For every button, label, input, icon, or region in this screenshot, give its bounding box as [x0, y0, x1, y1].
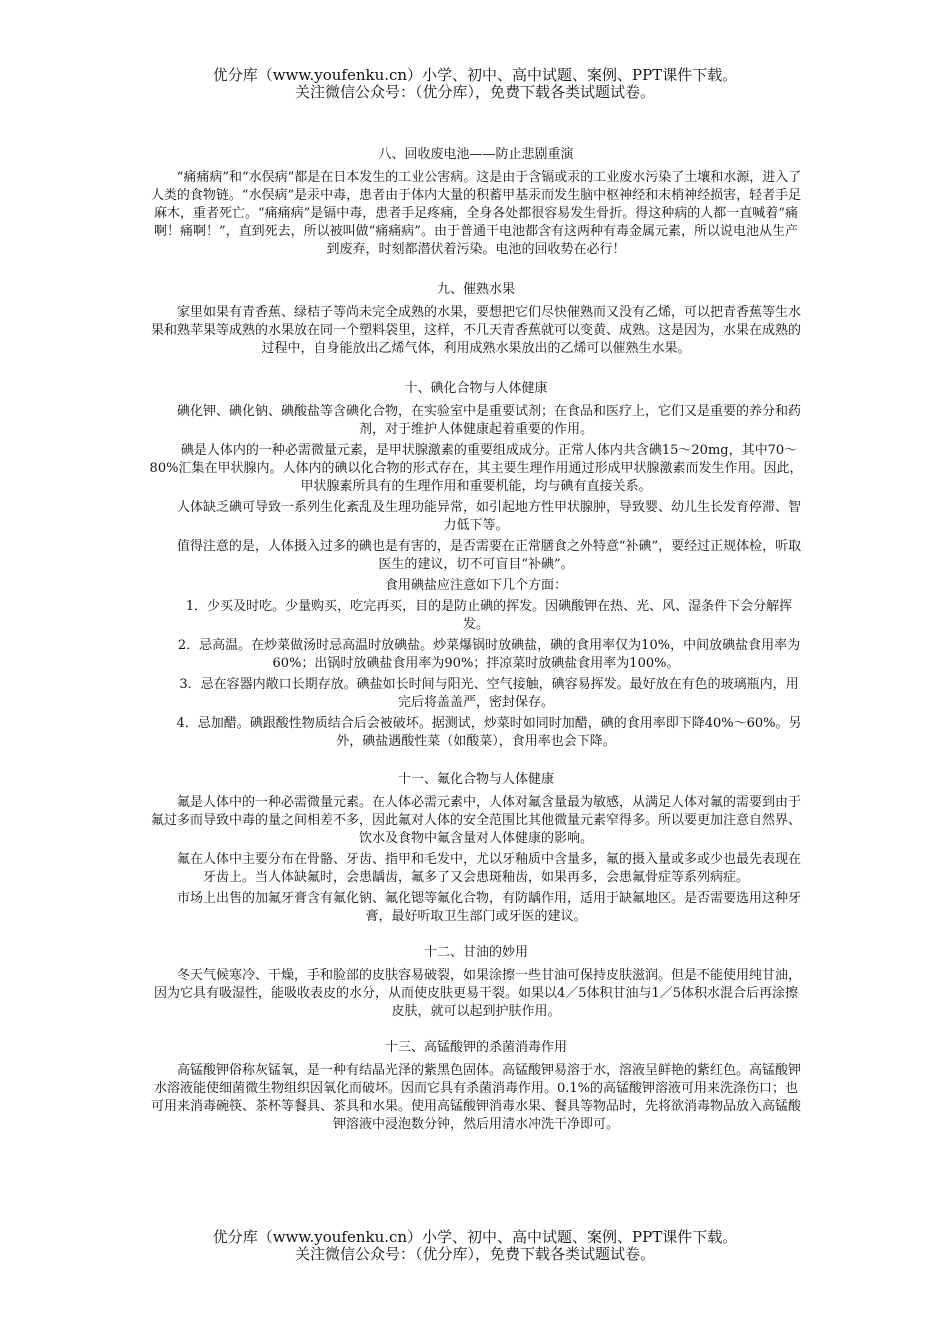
section-11-paragraph-2: 氟在人体中主要分布在骨骼、牙齿、指甲和毛发中，尤以牙釉质中含量多，氟的摄入量或多或少也最先表现在牙齿上。当人体缺氟时，会患龋齿，氟多了又会患斑釉齿，如果再多，会患氟骨症等系列病症。: [176, 852, 801, 885]
page-footer: [0, 1229, 950, 1263]
section-9-title: 九、催熟水果: [436, 282, 515, 297]
section-9-paragraph-1: 家里如果有青香蕉、绿桔子等尚未完全成熟的水果，要想把它们尽快催熟而又没有乙烯，可以把青香蕉等生水果和熟苹果等成熟的水果放在同一个塑料袋里，这样，不几天青香蕉就可以变黄、成熟。这是因为，水果在成熟的过程中，自身能放出乙烯气体，利用成熟水果放出的乙烯可以催熟生水果。: [150, 305, 801, 356]
section-13-paragraph-1: 高锰酸钾俗称灰锰氧，是一种有结晶光泽的紫黑色固体。高锰酸钾易溶于水，溶液呈鲜艳的紫红色。高锰酸钾水溶液能使细菌微生物组织因氧化而破坏。因而它具有杀菌消毒作用。0.1%的高锰酸钾溶液可用来洗涤伤口；也可用来消毒碗筷、茶杯等餐具、茶具和水果。使用高锰酸钾消毒水果、餐具等物品时，先将欲消毒物品放入高锰酸钾溶液中浸泡数分钟，然后用清水冲洗干净即可。: [150, 1063, 801, 1132]
footer-line-2: 关注微信公众号：（优分库），免费下载各类试题试卷。: [294, 1245, 655, 1263]
document-body: [148, 146, 804, 1152]
section-11-paragraph-1: 氟是人体中的一种必需微量元素。在人体必需元素中，人体对氟含量最为敏感，从满足人体对氟的需要到由于氟过多而导致中毒的量之间相差不多，因此氟对人体的安全范围比其他微量元素窄得多。所以要更加注意自然界、饮水及食物中氟含量对人体健康的影响。: [150, 795, 801, 846]
section-11-paragraph-3: 市场上出售的加氟牙膏含有氟化钠、氟化锶等氟化合物，有防龋作用，适用于缺氟地区。是否需要选用这种牙膏，最好听取卫生部门或牙医的建议。: [176, 891, 801, 924]
section-8-paragraph-1: “痛痛病”和“水俣病”都是在日本发生的工业公害病。这是由于含镉或汞的工业废水污染了土壤和水源，进入了人类的食物链。“水俣病”是汞中毒，患者由于体内大量的积蓄甲基汞而发生脑中枢神经和末梢神经损害，轻者手足麻木，重者死亡。“痛痛病”是镉中毒，患者手足疼痛，全身各处都很容易发生骨折。得这种病的人都一直喊着“痛啊！痛啊！”，直到死去，所以被叫做“痛痛病”。由于普通干电池都含有这两种有毒金属元素，所以说电池从生产到废弃，时刻都潜伏着污染。电池的回收势在必行！: [150, 170, 802, 257]
section-10-paragraph-4: 值得注意的是，人体摄入过多的碘也是有害的，是否需要在正常膳食之外特意“补碘”，要经过正规体检，听取医生的建议，切不可盲目“补碘”。: [176, 539, 802, 572]
section-10-tip-1: 1．少买及时吃。少量购买，吃完再买，目的是防止碘的挥发。因碘酸钾在热、光、风、湿条件下会分解挥发。: [185, 599, 793, 632]
section-10-title: 十、碘化合物与人体健康: [404, 381, 548, 396]
section-10-tip-3: 3．忌在容器内敞口长期存放。碘盐如长时间与阳光、空气接触，碘容易挥发。最好放在有色的玻璃瓶内，用完后将盖盖严，密封保存。: [179, 677, 799, 710]
section-8: [148, 146, 804, 259]
section-10-paragraph-2: 碘是人体内的一种必需微量元素，是甲状腺激素的重要组成成分。正常人体内共含碘15～20mg，其中70～80%汇集在甲状腺内。人体内的碘以化合物的形式存在，其主要生理作用通过形成甲状腺激素而发生作用。因此，甲状腺素所具有的生理作用和重要机能，均与碘有直接关系。: [149, 443, 803, 494]
section-13-title: 十三、高锰酸钾的杀菌消毒作用: [384, 1040, 567, 1055]
section-12: [148, 944, 804, 1021]
section-10-tip-2: 2．忌高温。在炒菜做汤时忌高温时放碘盐。炒菜爆锅时放碘盐，碘的食用率仅为10%，中间放碘盐食用率为60%；出锅时放碘盐食用率为90%；拌凉菜时放碘盐食用率为100%。: [177, 638, 801, 671]
header-line-1: 优分库（www.youfenku.cn）小学、初中、高中试题、案例、PPT课件下载。: [212, 66, 738, 84]
page-header: [0, 67, 950, 101]
section-10: [148, 380, 804, 751]
header-line-2: 关注微信公众号：（优分库），免费下载各类试题试卷。: [294, 83, 655, 101]
section-9: [148, 281, 804, 358]
footer-line-1: 优分库（www.youfenku.cn）小学、初中、高中试题、案例、PPT课件下载。: [212, 1228, 738, 1246]
section-10-paragraph-3: 人体缺乏碘可导致一系列生化紊乱及生理功能异常，如引起地方性甲状腺肿，导致婴、幼儿生长发育停滞、智力低下等。: [176, 500, 801, 533]
section-10-tip-4: 4．忌加醋。碘跟酸性物质结合后会被破坏。据测试，炒菜时如同时加醋，碘的食用率即下降40%～60%。另外，碘盐遇酸性菜（如酸菜），食用率也会下降。: [176, 716, 802, 749]
section-12-paragraph-1: 冬天气候寒冷、干燥，手和脸部的皮肤容易破裂，如果涂擦一些甘油可保持皮肤滋润。但是不能使用纯甘油，因为它具有吸湿性，能吸收表皮的水分，从而使皮肤更易干裂。如果以4／5体积甘油与1／5体积水混合后再涂擦皮肤，就可以起到护肤作用。: [153, 968, 801, 1019]
section-12-title: 十二、甘油的妙用: [423, 945, 528, 960]
section-13: [148, 1039, 804, 1134]
section-11: [148, 771, 804, 926]
section-11-title: 十一、氟化合物与人体健康: [397, 772, 554, 787]
section-8-title: 八、回收废电池——防止悲剧重演: [378, 147, 574, 162]
section-10-tips-title: 食用碘盐应注意如下几个方面：: [384, 578, 567, 593]
section-10-paragraph-1: 碘化钾、碘化钠、碘酸盐等含碘化合物，在实验室中是重要试剂；在食品和医疗上，它们又是重要的养分和药剂，对于维护人体健康起着重要的作用。: [176, 404, 801, 437]
